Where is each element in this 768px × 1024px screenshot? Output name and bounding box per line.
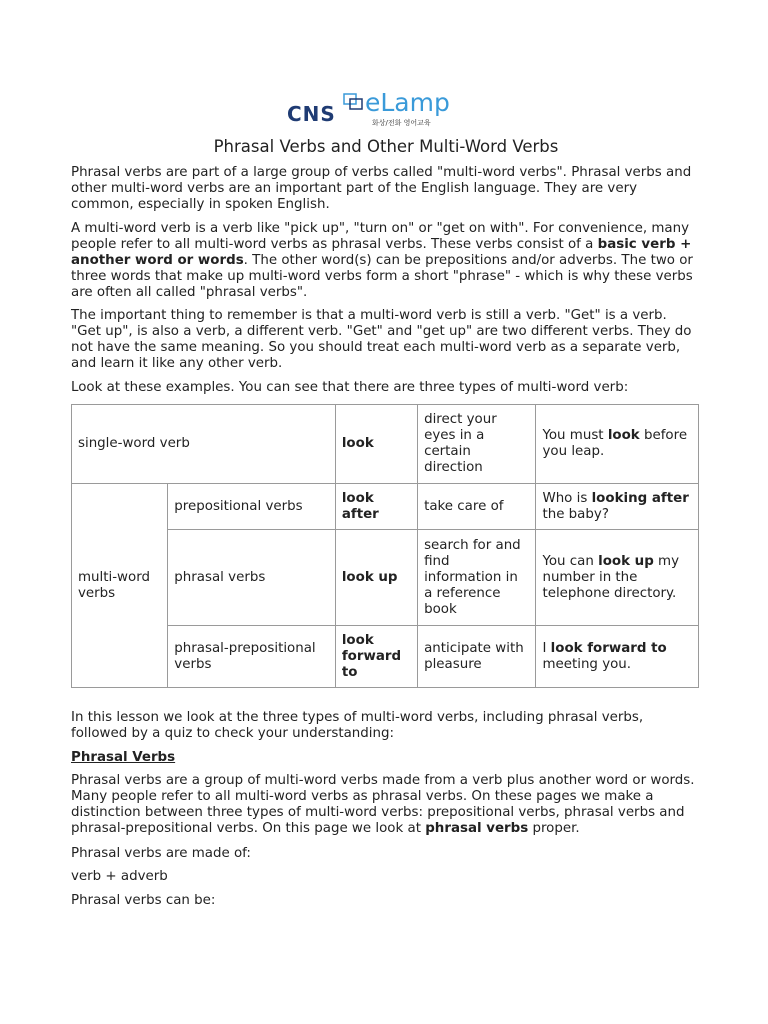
table-cell-type: prepositional verbs <box>168 484 336 530</box>
table-cell-meaning: direct your eyes in a certain direction <box>418 405 536 484</box>
table-row <box>72 405 699 484</box>
elamp-logo-text: eLamp <box>365 88 450 117</box>
section-heading-phrasal-verbs: Phrasal Verbs <box>71 750 176 765</box>
table-cell-verb <box>335 484 417 530</box>
example-bold: look up <box>598 553 654 569</box>
table-cell-verb <box>335 626 417 688</box>
example-text: You can <box>542 553 599 569</box>
example-bold: looking after <box>591 490 689 506</box>
example-text: I <box>542 640 551 656</box>
table-cell-meaning: take care of <box>418 484 536 530</box>
logo-subtitle: 화상/전화 영어교육 <box>372 119 431 127</box>
example-rest: before you leap. <box>542 428 688 459</box>
table-cell-meaning: anticipate with pleasure <box>418 626 536 688</box>
paragraph-intro: Phrasal verbs are part of a large group of verbs called "multi-word verbs". Phrasal verbs and other multi-word verbs are an important part of the English language. They are very common, especially in spoken English. <box>71 165 692 212</box>
table-cell-verb <box>335 405 417 484</box>
paragraph-definition-bold: basic verb + another word or words <box>71 237 692 268</box>
elamp-logo <box>287 90 467 130</box>
example-rest: the baby? <box>542 506 609 522</box>
page-title: Phrasal Verbs and Other Multi-Word Verbs <box>213 137 559 156</box>
paragraph-definition-text: A multi-word verb is a verb like "pick up", "turn on" or "get on with". For convenience, many people refer to all multi-word verbs as phrasal verbs. These verbs consist of a <box>71 221 690 252</box>
verb-types-table <box>71 404 699 688</box>
table-cell-example <box>536 484 699 530</box>
paragraph-definition-rest: . The other word(s) can be prepositions and/or adverbs. The two or three words that make up multi-word verbs form a short "phrase" - which is why these verbs are often all called "phrasal verbs". <box>71 253 693 300</box>
table-cell-type: phrasal-prepositional verbs <box>168 626 336 688</box>
table-cell-meaning: search for and find information in a reference book <box>418 530 536 626</box>
paragraph-lesson: In this lesson we look at the three types of multi-word verbs, including phrasal verbs, followed by a quiz to check your understanding: <box>71 710 644 741</box>
paragraph-important: The important thing to remember is that a multi-word verb is still a verb. "Get" is a verb. "Get up", is also a verb, a different verb. "Get" and "get up" are two different verbs. They do not have the same meaning. So you should treat each multi-word verb as a separate verb, and learn it like any other verb. <box>71 308 692 371</box>
paragraph-definition <box>71 221 701 301</box>
formula-verb-adverb: verb + adverb <box>71 869 168 884</box>
example-text: You must <box>542 428 608 443</box>
paragraph-phrasal-bold: phrasal verbs <box>425 821 529 836</box>
example-bold: look forward to <box>550 640 667 656</box>
verb-label: look up <box>341 569 398 585</box>
paragraph-made-of: Phrasal verbs are made of: <box>71 846 251 861</box>
verb-label: look forward to <box>341 632 402 680</box>
example-text: Who is <box>542 490 592 506</box>
table-cell-group: multi-word verbs <box>72 484 168 688</box>
example-rest: my number in the telephone directory. <box>542 553 680 601</box>
table-cell-type: single-word verb <box>72 405 336 484</box>
table-cell-type: phrasal verbs <box>168 530 336 626</box>
table-cell-verb <box>335 530 417 626</box>
example-bold: look <box>607 428 640 443</box>
table-cell-example <box>536 405 699 484</box>
example-rest: meeting you. <box>542 656 632 672</box>
table-cell-example <box>536 626 699 688</box>
paragraph-phrasal-rest: proper. <box>528 821 580 836</box>
paragraph-can-be: Phrasal verbs can be: <box>71 893 216 908</box>
table-row <box>72 484 699 530</box>
paragraph-phrasal-definition <box>71 773 701 837</box>
table-cell-example <box>536 530 699 626</box>
verb-label: look after <box>341 490 379 522</box>
paragraph-examples-intro: Look at these examples. You can see that there are three types of multi-word verb: <box>71 380 629 395</box>
cns-logo-text: CNS <box>287 102 336 126</box>
paragraph-phrasal-text: Phrasal verbs are a group of multi-word verbs made from a verb plus another word or words. Many people refer to all multi-word verbs as phrasal verbs. On these pages we make a distinction between three types of multi-word verbs: prepositional verbs, phrasal verbs and phrasal-prepositional verbs. On this page we look at <box>71 773 695 836</box>
logo-box-icon <box>343 93 363 111</box>
verb-label: look <box>341 436 374 451</box>
